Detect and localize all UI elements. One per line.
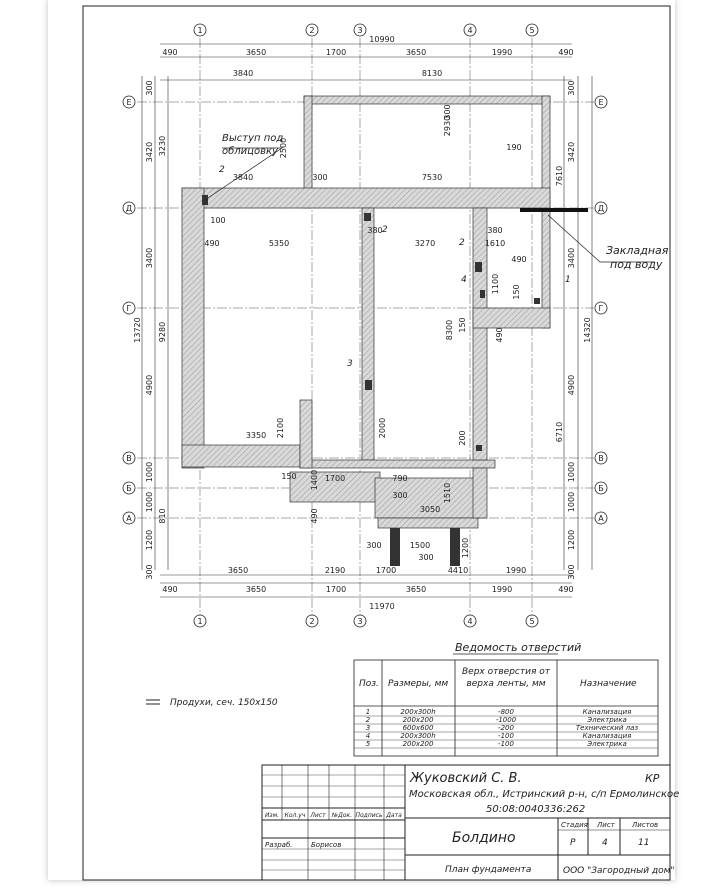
stamp-sheet-title: План фундамента [445, 865, 532, 875]
stamp-author: Жуковский С. В. [410, 771, 522, 786]
marker-label: 4 [461, 275, 467, 285]
dimension-text: 3650 [245, 48, 267, 57]
dimension-text: 1990 [491, 48, 513, 57]
dimension-text: 3840 [232, 173, 254, 182]
openings-title: Ведомость отверстий [455, 641, 582, 654]
axis-label: Д [125, 204, 133, 213]
axis-label: 3 [357, 26, 363, 35]
dimension-text: 1400 [310, 469, 319, 491]
dimension-text: 3650 [245, 585, 267, 594]
axis-label: 5 [529, 26, 535, 35]
stamp-stage: Р [570, 838, 576, 848]
stamp-column-header: Кол.уч [284, 812, 306, 819]
axis-label: Д [597, 204, 605, 213]
water-embed-label-1: Закладная [606, 244, 669, 257]
opening-cell: -200 [498, 724, 514, 732]
axis-label: Г [126, 304, 132, 313]
facing-ledge-label-2: облицовку [222, 146, 278, 157]
axis-label: 3 [357, 617, 363, 626]
opening-cell: 200х200 [402, 716, 434, 724]
stamp-column-header: Изм. [264, 812, 280, 819]
dimension-text: 3400 [567, 247, 576, 269]
dimension-text: 380 [367, 226, 383, 235]
dimension-text: 9280 [158, 321, 167, 343]
marker-label: 3 [347, 359, 353, 369]
axis-label: Е [598, 98, 604, 107]
stamp-column-header: Лист [310, 812, 326, 819]
dimension-text: 1700 [325, 48, 347, 57]
openings-rows [366, 708, 639, 748]
stamp-dev-label: Разраб. [265, 841, 293, 849]
dimension-text: 190 [506, 143, 522, 152]
dimension-text: 2000 [378, 417, 387, 439]
axis-label: 1 [197, 617, 203, 626]
stamp-stage-label: Стадия [561, 821, 588, 829]
axis-label: В [598, 454, 604, 463]
dimension-text: 4900 [145, 374, 154, 396]
opening-cell: 200х300h [400, 732, 436, 740]
legend-text: Продухи, сеч. 150х150 [170, 698, 278, 708]
axis-label: Б [598, 484, 604, 493]
dimension-text: 1000 [567, 461, 576, 483]
dimension-text: 1200 [461, 537, 470, 559]
axis-label: 5 [529, 617, 535, 626]
stamp-sheets-label: Листов [632, 821, 659, 829]
opening-cell: Технический лаз [575, 724, 639, 732]
stamp-cadastral: 50:08:0040336:262 [486, 804, 586, 815]
opening-cell: Канализация [582, 732, 632, 740]
axis-label: В [126, 454, 132, 463]
stamp-dev-name: Борисов [311, 841, 342, 849]
dimension-text: 300 [312, 173, 328, 182]
dimension-text: 790 [392, 474, 408, 483]
dimension-text: 300 [567, 564, 576, 580]
dimension-text: 3230 [158, 135, 167, 157]
dimension-text: 1100 [491, 273, 500, 295]
dimension-text: 1000 [145, 461, 154, 483]
stamp-column-header: №Док. [331, 812, 353, 819]
dimension-text: 4410 [447, 566, 469, 575]
axis-label: 2 [309, 617, 315, 626]
dimension-text: 490 [162, 585, 178, 594]
stamp-company: ООО "Загородный дом" [563, 866, 675, 876]
dimension-text: 3050 [419, 505, 441, 514]
dimension-text: 1990 [491, 585, 513, 594]
dimension-text: 490 [558, 48, 574, 57]
foundation-walls [182, 96, 550, 528]
dimension-text: 6710 [555, 421, 564, 443]
dimension-text: 7610 [555, 165, 564, 187]
dimension-text: 7530 [421, 173, 443, 182]
dimension-text: 200 [458, 430, 467, 446]
dimension-text: 4900 [567, 374, 576, 396]
opening-cell: -1000 [495, 716, 517, 724]
dimension-text: 3650 [405, 585, 427, 594]
dimension-text: 1610 [484, 239, 506, 248]
col-header-size: Размеры, мм [388, 679, 449, 689]
stamp-column-header: Подпись [355, 812, 383, 819]
opening-cell: Электрика [587, 740, 627, 748]
dimension-text: 1500 [409, 541, 431, 550]
dimension-text: 10990 [369, 35, 395, 44]
dimension-text: 3420 [567, 141, 576, 163]
dimension-text: 490 [495, 327, 504, 343]
axis-label: Г [598, 304, 604, 313]
opening-cell: 3 [365, 724, 371, 732]
dimension-text: 3650 [405, 48, 427, 57]
opening-cell: -800 [498, 708, 514, 716]
dimension-text: 3400 [145, 247, 154, 269]
opening-cell: 2 [365, 716, 371, 724]
dimension-text: 490 [310, 508, 319, 524]
col-header-purpose: Назначение [580, 679, 637, 689]
drawing-frame [83, 6, 670, 880]
stamp-code: КР [645, 772, 660, 785]
dimension-text: 490 [511, 255, 527, 264]
dimension-text: 150 [512, 284, 521, 300]
dimension-text: 1700 [375, 566, 397, 575]
dimension-text: 3650 [227, 566, 249, 575]
axis-label: 4 [467, 26, 473, 35]
dimension-text: 3840 [232, 69, 254, 78]
water-embed-label-2: под воду [610, 258, 663, 271]
opening-cell: -100 [498, 740, 514, 748]
opening-cell: -100 [498, 732, 514, 740]
dimension-text: 1000 [567, 491, 576, 513]
opening-cell: 1 [365, 708, 371, 716]
dimension-text: 3420 [145, 141, 154, 163]
dimension-text: 1990 [505, 566, 527, 575]
opening-cell: 600х600 [402, 724, 434, 732]
dimension-text: 2100 [276, 417, 285, 439]
dimension-text: 300 [145, 564, 154, 580]
col-header-pos: Поз. [359, 679, 379, 689]
dimension-text: 150 [281, 472, 297, 481]
marker-label: 2 [459, 238, 465, 248]
marker-label: 2 [219, 165, 225, 175]
dimension-text: 3350 [245, 431, 267, 440]
dimension-text: 1700 [325, 585, 347, 594]
marker-label: 1 [565, 275, 571, 285]
dimension-text: 8300 [445, 319, 454, 341]
dimension-text: 1000 [145, 491, 154, 513]
dimension-text: 300 [443, 104, 452, 120]
axis-label: 2 [309, 26, 315, 35]
stamp-sheet: 4 [602, 838, 608, 848]
dimension-text: 490 [162, 48, 178, 57]
dimension-text: 300 [567, 80, 576, 96]
dimension-text: 1200 [145, 529, 154, 551]
axis-label: А [598, 514, 604, 523]
axis-label: 4 [467, 617, 473, 626]
dimension-text: 150 [458, 317, 467, 333]
dimension-text: 14320 [583, 317, 592, 343]
dimension-text: 8130 [421, 69, 443, 78]
opening-cell: Электрика [587, 716, 627, 724]
axis-label: 1 [197, 26, 203, 35]
dimension-text: 11970 [369, 602, 395, 611]
opening-cell: 200х300h [400, 708, 436, 716]
stamp-project: Болдино [452, 830, 516, 846]
axis-label: Е [126, 98, 132, 107]
dimension-text: 2930 [443, 115, 452, 137]
stamp-columns [265, 812, 402, 819]
dimension-text: 810 [158, 508, 167, 524]
facing-ledge-label-1: Выступ под [222, 133, 284, 144]
dimension-text: 100 [210, 216, 226, 225]
dimension-text: 380 [487, 226, 503, 235]
dimension-text: 1700 [324, 474, 346, 483]
dimension-text: 490 [558, 585, 574, 594]
dimension-text: 13720 [133, 317, 142, 343]
axis-label: Б [126, 484, 132, 493]
dimension-text: 300 [366, 541, 382, 550]
dimension-text: 490 [204, 239, 220, 248]
marker-label: 2 [382, 225, 388, 235]
opening-cell: 200х200 [402, 740, 434, 748]
opening-cell: 5 [365, 740, 371, 748]
dimension-text: 2190 [324, 566, 346, 575]
dimension-text: 2500 [279, 137, 288, 159]
dimension-text: 300 [145, 80, 154, 96]
stamp-sheet-label: Лист [597, 821, 615, 829]
dimension-text: 5350 [268, 239, 290, 248]
stamp-column-header: Дата [386, 812, 402, 819]
opening-cell: 4 [365, 732, 371, 740]
dimension-text: 3270 [414, 239, 436, 248]
stamp-sheets: 11 [638, 838, 650, 848]
dimension-text: 1200 [567, 529, 576, 551]
dimension-text: 300 [392, 491, 408, 500]
opening-cell: Канализация [582, 708, 632, 716]
stamp-address: Московская обл., Истринский р-н, с/п Ермолинское [409, 789, 680, 800]
axis-label: А [126, 514, 132, 523]
col-header-top: Верх отверстия от верха ленты, мм [462, 667, 550, 689]
dimension-text: 300 [418, 553, 434, 562]
dimension-text: 1510 [443, 482, 452, 504]
